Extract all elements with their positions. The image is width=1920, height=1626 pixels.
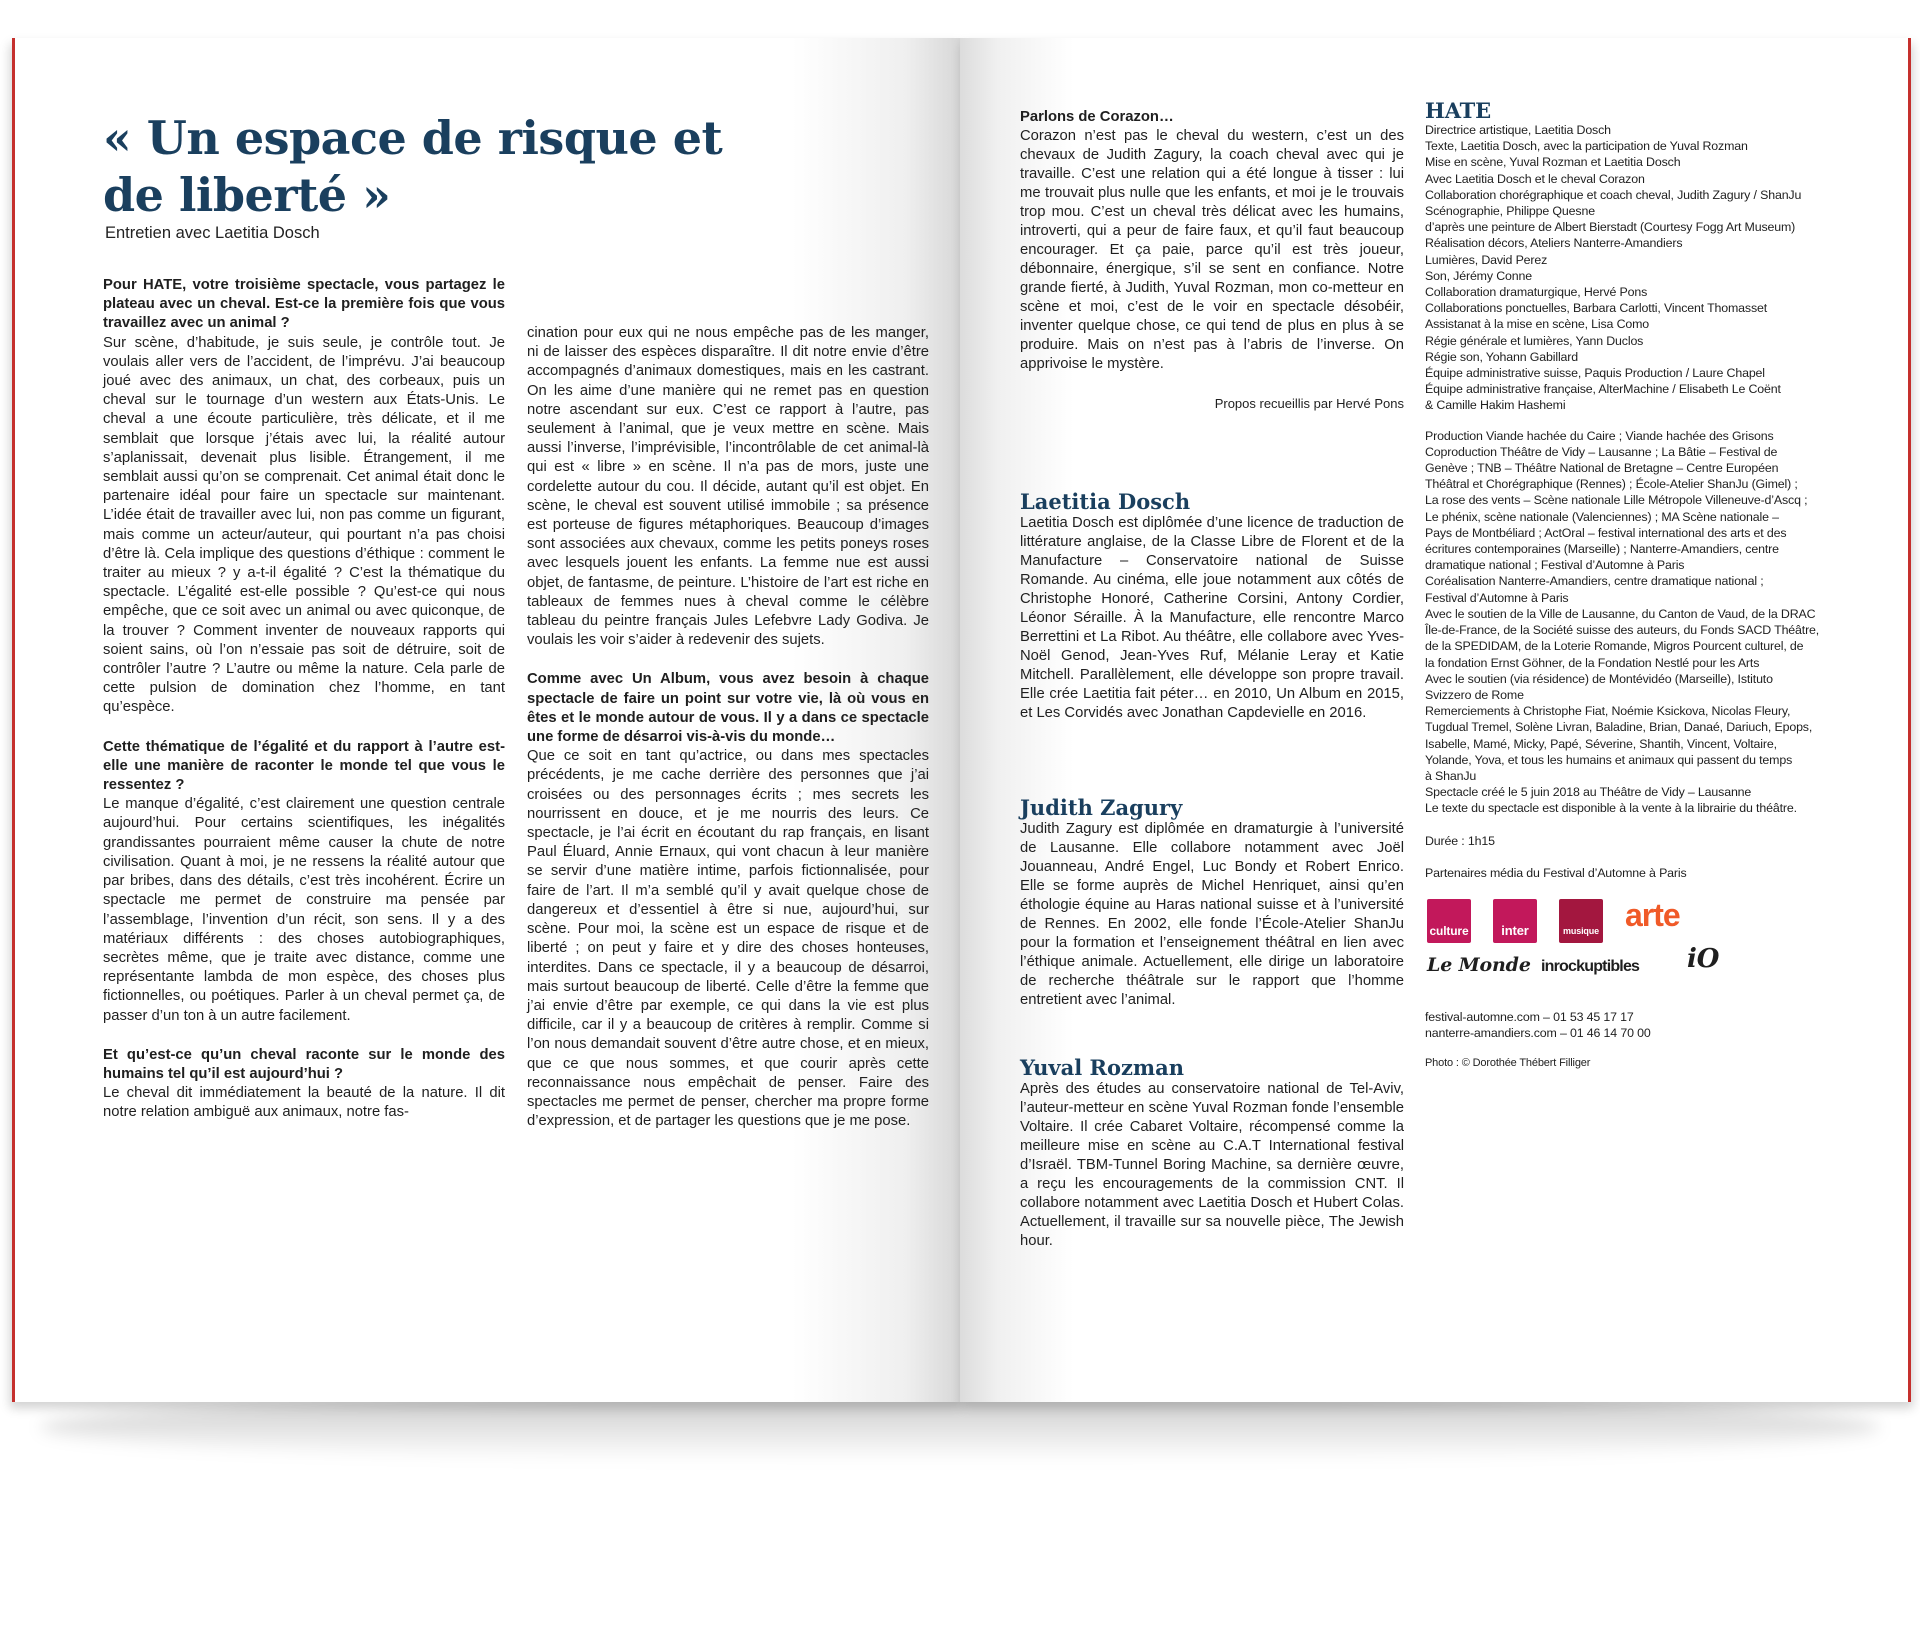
credit-line: Régie son, Yohann Gabillard xyxy=(1425,349,1579,364)
credit-line: Pays de Montbéliard ; ActOral – festival international des arts et des xyxy=(1425,525,1787,540)
corazon-question: Parlons de Corazon… xyxy=(1020,109,1174,125)
credit-line: Yolande, Yova, et tous les humains et animaux qui passent du temps xyxy=(1425,752,1793,767)
credit-line: Collaboration chorégraphique et coach cheval, Judith Zagury / ShanJu xyxy=(1425,187,1802,202)
contact-festival: festival-automne.com – 01 53 45 17 17 xyxy=(1425,1009,1634,1024)
partner-logos xyxy=(1425,891,1857,1001)
article-title: « Un espace de risque et de liberté » xyxy=(103,111,723,222)
interview-answer: cination pour eux qui ne nous empêche pas de les manger, ni de laisser des espèces disparaître. Il dit notre envie d’être accompagnés d’animaux domestiques, mais en les castrant. On les aime d’une manière qui ne remet pas en question notre ascendant sur eux. C’est ce rapport à l’autre, pas seulement à l’animal, que je veux mettre en scène. Mais aussi l’inverse, l’imprévisible, l’incontrôlable de cet animal-là qui est « libre » en scène. Il n’a pas de mors, juste une cordelette autour du cou. Il décide, autant qu’il est objet. En scène, le cheval est souvent utilisé immobile ; sa présence est porteuse de figures métaphoriques. Beaucoup d’images sont associées aux chevaux, comme les petits poneys roses avec lesquels jouent les enfants. La femme nue est aussi objet, de fantasme, de peinture. L’histoire de l’art est riche en tableaux de femmes nues à cheval comme le célèbre tableau du peintre français Jules Lefebvre Lady Godiva. Je voulais les voir s’aider à redevenir des sujets. xyxy=(527,325,929,649)
credit-line: Régie générale et lumières, Yann Duclos xyxy=(1425,333,1644,348)
france-inter-logo: inter xyxy=(1493,899,1537,943)
credit-line: Théâtral et Chorégraphique (Rennes) ; École-Atelier ShanJu (Gimel) ; xyxy=(1425,477,1798,492)
credit-line: Avec Laetitia Dosch et le cheval Corazon xyxy=(1425,171,1645,186)
interview-answer: Sur scène, d’habitude, je suis seule, je contrôle tout. Je voulais aller vers de l’accident, de l’imprévu. J’ai beaucoup joué avec des animaux, un chat, des corbeaux, puis un cheval sur le tournage d’un western aux États-Unis. Le cheval a une écoute particulière, très délicate, et il me semblait que lorsque j’étais avec lui, la réalité autour s’aplanissait, devenait plus lisible. Étrangement, il me semblait aussi qu’on se comprenait. Cet animal était donc le partenaire idéal pour faire un spectacle sur maintenant. L’idée était de travailler avec lui, non pas comme un figurant, mais comme un acteur/auteur, qui pourtant n’a pas choisi d’être là. Cela implique des questions d’éthique : comment le traiter au mieux ? y a-t-il égalité ? C’est la thématique du spectacle. L’égalité est-elle possible ? Qu’est-ce qui nous empêche, que ce soit avec un animal ou avec quiconque, de la trouver ? Comment inventer de nouveaux rapports qui soient sains, où l’on n’essaie pas soit de détruire, soit de contrôler l’autre ? L’autre ou même la nature. Cela parle de cette pulsion de domination chez l’homme, en tant qu’espèce. xyxy=(103,334,505,716)
credit-line: Avec le soutien de la Ville de Lausanne, du Canton de Vaud, de la DRAC xyxy=(1425,606,1816,621)
credits-block xyxy=(1425,100,1857,1072)
corazon-section xyxy=(1020,108,1404,413)
bio-laetitia xyxy=(1020,490,1404,723)
bio-name: Yuval Rozman xyxy=(1020,1055,1185,1080)
io-logo: iO xyxy=(1687,943,1720,974)
credit-line: Le texte du spectacle est disponible à la vente à la librairie du théâtre. xyxy=(1425,801,1797,816)
credit-line: Mise en scène, Yuval Rozman et Laetitia Dosch xyxy=(1425,155,1681,170)
magazine-spread xyxy=(12,38,1908,1402)
show-title: HATE xyxy=(1425,98,1492,123)
credit-line: Festival d’Automne à Paris xyxy=(1425,590,1569,605)
credit-line: dramatique national ; Festival d’Automne à Paris xyxy=(1425,558,1685,573)
france-culture-logo: culture xyxy=(1427,899,1471,943)
credit-line: Équipe administrative suisse, Paquis Production / Laure Chapel xyxy=(1425,366,1765,381)
credit-line: Collaborations ponctuelles, Barbara Carlotti, Vincent Thomasset xyxy=(1425,301,1768,316)
credit-line: d’après une peinture de Albert Bierstadt (Courtesy Fogg Art Museum) xyxy=(1425,220,1796,235)
credit-line: Genève ; TNB – Théâtre National de Bretagne – Centre Européen xyxy=(1425,461,1779,476)
production-lines xyxy=(1425,428,1857,817)
credit-line: Avec le soutien (via résidence) de Montévidéo (Marseille), Istituto xyxy=(1425,671,1773,686)
bio-yuval xyxy=(1020,1056,1404,1251)
credit-line: écritures contemporaines (Marseille) ; Nanterre-Amandiers, centre xyxy=(1425,542,1779,557)
credit-lines xyxy=(1425,122,1857,414)
interview-answer: Le cheval dit immédiatement la beauté de la nature. Il dit notre relation ambiguë aux animaux, notre fas- xyxy=(103,1085,505,1121)
credit-line: Réalisation décors, Ateliers Nanterre-Amandiers xyxy=(1425,236,1683,251)
corazon-answer: Corazon n’est pas le cheval du western, c’est un des chevaux de Judith Zagury, la coach cheval avec qui je travaille. C’est une relation qui a été longue à tisser : lui me trouvait plus nulle que les enfants, et moi je le trouvais trop mou. C’est un cheval très délicat avec les humains, introverti, qui a peur de faire faux, et qu’il faut beaucoup encourager. Et ça paie, parce qu’il est très joueur, débonnaire, énergique, s’il se sent en confiance. Notre grande fierté, à Judith, Yuval Rozman, mon co-metteur en scène et moi, c’est de le voir en spectacle désobéir, inventer quelque chose, ce qui tend de plus en plus à se produire. Mais on n’est pas à l’abris de l’inverse. On apprivoise le mystère. xyxy=(1020,128,1404,372)
credit-line: Spectacle créé le 5 juin 2018 au Théâtre de Vidy – Lausanne xyxy=(1425,785,1752,800)
bio-name: Laetitia Dosch xyxy=(1020,489,1191,514)
credit-line: Directrice artistique, Laetitia Dosch xyxy=(1425,123,1611,137)
photo-credit: Photo : © Dorothée Thébert Filliger xyxy=(1425,1057,1591,1070)
interview-question: Cette thématique de l’égalité et du rapport à l’autre est-elle une manière de raconter le monde tel que vous le ressentez ? xyxy=(103,738,505,794)
interview-byline: Propos recueillis par Hervé Pons xyxy=(1214,396,1404,411)
credit-line: de la SPEDIDAM, de la Loterie Romande, Migros Pourcent culturel, de xyxy=(1425,639,1804,654)
france-musique-logo: musique xyxy=(1559,899,1603,943)
credit-line: Collaboration dramaturgique, Hervé Pons xyxy=(1425,285,1648,300)
le-monde-logo: Le Monde xyxy=(1427,953,1531,976)
credit-line: à ShanJu xyxy=(1425,768,1477,783)
credit-line: La rose des vents – Scène nationale Lille Métropole Villeneuve-d’Ascq ; xyxy=(1425,493,1808,508)
bio-text: Judith Zagury est diplômée en dramaturgie à l’université de Lausanne. Elle collabore notamment avec Joël Jouanneau, André Engel, Luc Bondy et Robert Enrico. Elle se forme auprès de Michel Henriquet, ainsi qu’en éthologie équine au Haras national suisse et à l’université de Rennes. En 2002, elle fonde l’École-Atelier ShanJu pour la formation et l’enseignement théâtral en lien avec l’éthique animale. Actuellement, elle dirige un laboratoire de recherche théâtrale sur le rapport que l’homme entretient avec l’animal. xyxy=(1020,821,1404,1008)
article-column-1 xyxy=(103,276,505,1123)
interview-answer: Le manque d’égalité, c’est clairement une question centrale aujourd’hui. Pour certains scientifiques, les inégalités grandissantes pourraient même causer la chute de notre civilisation. Quant à moi, je ne ressens la réalité autour que par bribes, dans des détails, c’est très incohérent. Écrire un spectacle me permet de construire ma pensée par l’assemblage, l’invention d’un récit, son sens. Il y a des matériaux différents : des choses autobiographiques, secrètes même, que je traite avec distance, comme une représentante lambda de mon espèce, des choses plus fictionnelles, ou poétiques. Parler à un cheval permet ça, de passer d’un ton à un autre facilement. xyxy=(103,796,505,1024)
left-page xyxy=(12,38,963,1402)
bio-judith xyxy=(1020,796,1404,1010)
credit-line: Le phénix, scène nationale (Valenciennes) ; MA Scène nationale – xyxy=(1425,509,1779,524)
credit-line: Lumières, David Perez xyxy=(1425,252,1548,267)
interview-answer: Que ce soit en tant qu’actrice, ou dans mes spectacles précédents, je me cache derrière des personnes que j’ai croisées ou des personnages écrits ; mes secrets les nourrissent en douce, et je me nourris des leurs. Ce spectacle, je l’ai écrit en écoutant du rap français, en lisant Paul Éluard, Annie Ernaux, qui vont chacun à leur manière se servir d’une matière intime, parfois fictionnalisée, pour faire de l’art. Il m’a semblé qu’il y avait quelque chose de dangereux et d’essentiel à être si nue, aujourd’hui, sur scène. Pour moi, la scène est un espace de risque et de liberté ; on peut y faire et y dire des choses honteuses, interdites. Dans ce spectacle, il y a beaucoup de désarroi, mais surtout beaucoup de liberté. Celle d’être la femme que j’ai envie d’être par exemple, ce qui dans la vie est plus difficile, car il y a beaucoup de critères à remplir. Comme si l’on nous demandait souvent d’être autre chose, et en mieux, que ce que nous sommes, et que courir après cette reconnaissance nous empêchait de penser. Faire des spectacles me permet de penser, chercher ma propre forme d’expression, et de partager les questions que je me pose. xyxy=(527,748,929,1130)
duration: Durée : 1h15 xyxy=(1425,833,1495,848)
bio-text: Laetitia Dosch est diplômée d’une licence de traduction de littérature anglaise, de la Classe Libre de Florent et de la Manufacture – Conservatoire national de Suisse Romande. Au cinéma, elle joue notamment aux côtés de Christophe Honoré, Catherine Corsini, Antony Cordier, Léonor Séraille. À la Manufacture, elle rencontre Marco Berrettini et La Ribot. Au théâtre, elle collabore avec Yves-Noël Genod, Jean-Yves Ruf, Mélanie Leray et Katie Mitchell. Parallèlement, elle développe son propre travail. Elle crée Laetitia fait péter… en 2010, Un Album en 2015, et Les Corvidés avec Jonathan Capdevielle en 2016. xyxy=(1020,515,1404,721)
credit-line: Équipe administrative française, AlterMachine / Elisabeth Le Coënt xyxy=(1425,382,1781,397)
article-subtitle: Entretien avec Laetitia Dosch xyxy=(105,224,320,242)
credit-line: Tugdual Tremel, Solène Livran, Baladine, Brian, Danaé, Dariuch, Epops, xyxy=(1425,720,1813,735)
contact-nanterre: nanterre-amandiers.com – 01 46 14 70 00 xyxy=(1425,1026,1651,1041)
credit-line: Île-de-France, de la Société suisse des auteurs, du Fonds SACD Théâtre, xyxy=(1425,623,1820,638)
credit-line: Coproduction Théâtre de Vidy – Lausanne ; La Bâtie – Festival de xyxy=(1425,444,1778,459)
credit-line: & Camille Hakim Hashemi xyxy=(1425,398,1566,413)
credit-line: la fondation Ernst Göhner, de la Fondation Nestlé pour les Arts xyxy=(1425,655,1760,670)
credit-line: Isabelle, Mamé, Micky, Papé, Séverine, Shantih, Vincent, Voltaire, xyxy=(1425,736,1777,751)
bio-name: Judith Zagury xyxy=(1020,795,1183,820)
credit-line: Texte, Laetitia Dosch, avec la participation de Yuval Rozman xyxy=(1425,139,1748,154)
bio-text: Après des études au conservatoire national de Tel-Aviv, l’auteur-metteur en scène Yuval Rozman fonde l’ensemble Voltaire. Il crée Cabaret Voltaire, récompensé comme la meilleure mise en scène au C.A.T International festival d’Israël. TBM-Tunnel Boring Machine, sa dernière œuvre, a reçu les encouragements de la commission CNT. Il collabore notamment avec Laetitia Dosch et Hubert Colas. Actuellement, il travaille sur sa nouvelle pièce, The Jewish hour. xyxy=(1020,1081,1404,1249)
partners-label: Partenaires média du Festival d’Automne à Paris xyxy=(1425,865,1687,880)
arte-logo: arte xyxy=(1625,896,1680,933)
credit-line: Assistanat à la mise en scène, Lisa Como xyxy=(1425,317,1650,332)
interview-question: Pour HATE, votre troisième spectacle, vous partagez le plateau avec un cheval. Est-ce la première fois que vous travaillez avec un animal ? xyxy=(103,277,505,332)
inrockuptibles-logo: inrockuptibles xyxy=(1541,957,1640,975)
credit-line: Production Viande hachée du Caire ; Viande hachée des Grisons xyxy=(1425,428,1774,443)
spread-shadow xyxy=(40,1392,1880,1462)
credit-line: Son, Jérémy Conne xyxy=(1425,268,1532,283)
credit-line: Coréalisation Nanterre-Amandiers, centre dramatique national ; xyxy=(1425,574,1764,589)
interview-question: Et qu’est-ce qu’un cheval raconte sur le monde des humains tel qu’il est aujourd’hui ? xyxy=(103,1046,505,1082)
credit-line: Svizzero de Rome xyxy=(1425,687,1524,702)
interview-question: Comme avec Un Album, vous avez besoin à chaque spectacle de faire un point sur votre vie, là où vous en êtes et le monde autour de vous. Il y a dans ce spectacle une forme de désarroi vis-à-vis du monde… xyxy=(527,671,929,746)
credit-line: Remerciements à Christophe Fiat, Noémie Ksickova, Nicolas Fleury, xyxy=(1425,704,1791,719)
article-column-2 xyxy=(527,324,929,1131)
credit-line: Scénographie, Philippe Quesne xyxy=(1425,204,1595,219)
right-page xyxy=(960,38,1911,1402)
